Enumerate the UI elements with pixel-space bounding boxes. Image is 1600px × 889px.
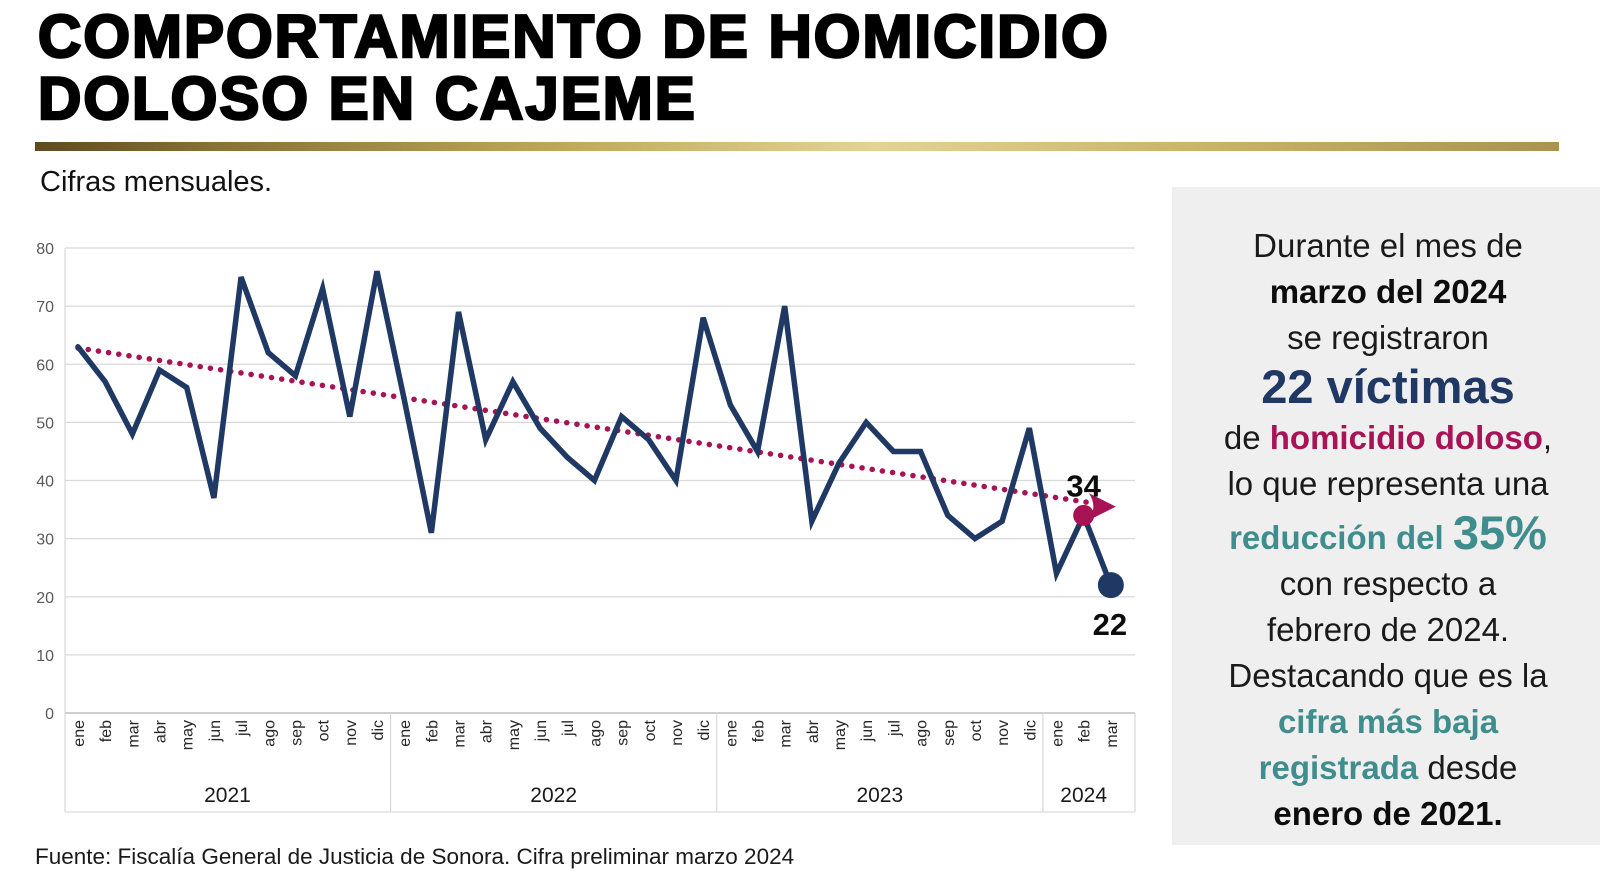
data-point-marker: [1073, 505, 1094, 526]
sidebar-line: [1186, 223, 1590, 269]
month-tick-label: mar: [125, 720, 143, 748]
month-tick-label: feb: [750, 720, 768, 743]
sidebar-text-run: 22 víctimas: [1261, 360, 1515, 413]
sidebar-text-run: marzo del 2024: [1269, 273, 1507, 310]
month-tick-label: dic: [696, 720, 714, 741]
sidebar-text: [1186, 223, 1590, 837]
sidebar-text-run: se registraron: [1287, 319, 1489, 356]
month-tick-label: feb: [1076, 720, 1094, 743]
month-tick-label: ene: [71, 720, 88, 747]
month-tick-label: dic: [1022, 720, 1040, 741]
month-tick-label: nov: [668, 720, 686, 746]
month-tick-label: ene: [397, 720, 415, 747]
sidebar-text-run: Durante el mes de: [1253, 227, 1523, 264]
page-title-line1: COMPORTAMIENTO DE HOMICIDIO: [38, 3, 1110, 70]
sidebar-line: [1186, 607, 1590, 653]
y-tick-label: 0: [45, 706, 54, 723]
month-tick-label: nov: [995, 720, 1013, 746]
month-tick-label: nov: [342, 720, 360, 746]
month-tick-label: feb: [424, 720, 442, 743]
y-tick-label: 40: [36, 473, 54, 491]
month-tick-label: sep: [940, 720, 958, 746]
month-tick-label: may: [832, 720, 850, 751]
sidebar-text-run: febrero de 2024.: [1266, 611, 1510, 648]
month-tick-label: feb: [98, 720, 116, 743]
month-tick-label: oct: [967, 720, 985, 742]
sidebar-text-run: desde: [1418, 749, 1518, 786]
year-label: 2022: [530, 784, 578, 807]
month-tick-label: mar: [1103, 720, 1121, 748]
sidebar-text-run: con respecto a: [1279, 565, 1497, 602]
sidebar-text-run: ,: [1542, 419, 1553, 456]
data-point-value-label: 34: [1066, 468, 1101, 504]
sidebar-line: [1186, 791, 1590, 837]
sidebar-line: [1186, 361, 1590, 415]
sidebar-line: [1186, 561, 1590, 607]
page-title-line2: DOLOSO EN CAJEME: [38, 65, 697, 132]
y-tick-label: 20: [36, 589, 54, 607]
year-label: 2024: [1060, 784, 1108, 807]
month-tick-label: sep: [614, 720, 632, 746]
month-tick-label: jun: [206, 720, 224, 742]
sidebar-text-run: cifra más baja: [1277, 703, 1499, 740]
month-tick-label: jul: [560, 720, 578, 737]
month-tick-label: oct: [641, 720, 659, 742]
y-tick-label: 70: [36, 299, 54, 317]
sidebar-text-run: lo que representa una: [1227, 465, 1549, 502]
sidebar-text-run: registrada: [1258, 749, 1419, 786]
year-label: 2023: [856, 784, 904, 807]
y-tick-label: 10: [36, 647, 54, 665]
sidebar-line: [1186, 315, 1590, 361]
sidebar-line: [1186, 745, 1590, 791]
summary-panel: [1172, 187, 1600, 845]
y-tick-label: 50: [36, 415, 54, 433]
year-label: 2021: [204, 784, 251, 807]
month-tick-label: may: [505, 720, 523, 751]
sidebar-text-run: homicidio doloso: [1269, 419, 1543, 456]
month-tick-label: ene: [1049, 720, 1067, 747]
sidebar-line: [1186, 269, 1590, 315]
month-tick-label: abr: [152, 720, 170, 744]
month-tick-label: dic: [369, 720, 387, 741]
month-tick-label: sep: [288, 720, 306, 746]
sidebar-text-run: enero de 2021.: [1273, 795, 1503, 832]
month-tick-label: ago: [587, 720, 605, 747]
month-tick-label: jul: [886, 720, 904, 737]
month-tick-label: may: [179, 720, 197, 751]
month-tick-label: ago: [261, 720, 279, 747]
month-tick-label: jul: [234, 720, 252, 737]
sidebar-text-run: reducción del: [1229, 519, 1453, 556]
y-tick-label: 60: [36, 357, 54, 375]
month-tick-label: jun: [533, 720, 551, 742]
month-tick-label: oct: [315, 720, 333, 742]
sidebar-line: [1186, 415, 1590, 461]
sidebar-line: [1186, 653, 1590, 699]
y-tick-label: 30: [36, 531, 54, 549]
sidebar-line: [1186, 461, 1590, 507]
sidebar-line: [1186, 699, 1590, 745]
y-tick-label: 80: [36, 241, 54, 258]
month-tick-label: mar: [777, 720, 795, 748]
month-tick-label: abr: [478, 720, 496, 744]
sidebar-text-run: de: [1223, 419, 1270, 456]
sidebar-text-run: 35%: [1452, 506, 1547, 559]
chart-subtitle: Cifras mensuales.: [40, 166, 273, 198]
source-note: Fuente: Fiscalía General de Justicia de Sonora. Cifra preliminar marzo 2024: [35, 844, 795, 869]
sidebar-line: [1186, 507, 1590, 561]
month-tick-label: abr: [804, 720, 822, 744]
data-point-marker: [1098, 572, 1124, 598]
sidebar-text-run: Destacando que es la: [1228, 657, 1548, 694]
data-point-value-label: 22: [1092, 607, 1128, 643]
month-tick-label: jun: [859, 720, 877, 742]
month-tick-label: ago: [913, 720, 931, 747]
month-tick-label: ene: [723, 720, 741, 747]
month-tick-label: mar: [451, 720, 469, 748]
